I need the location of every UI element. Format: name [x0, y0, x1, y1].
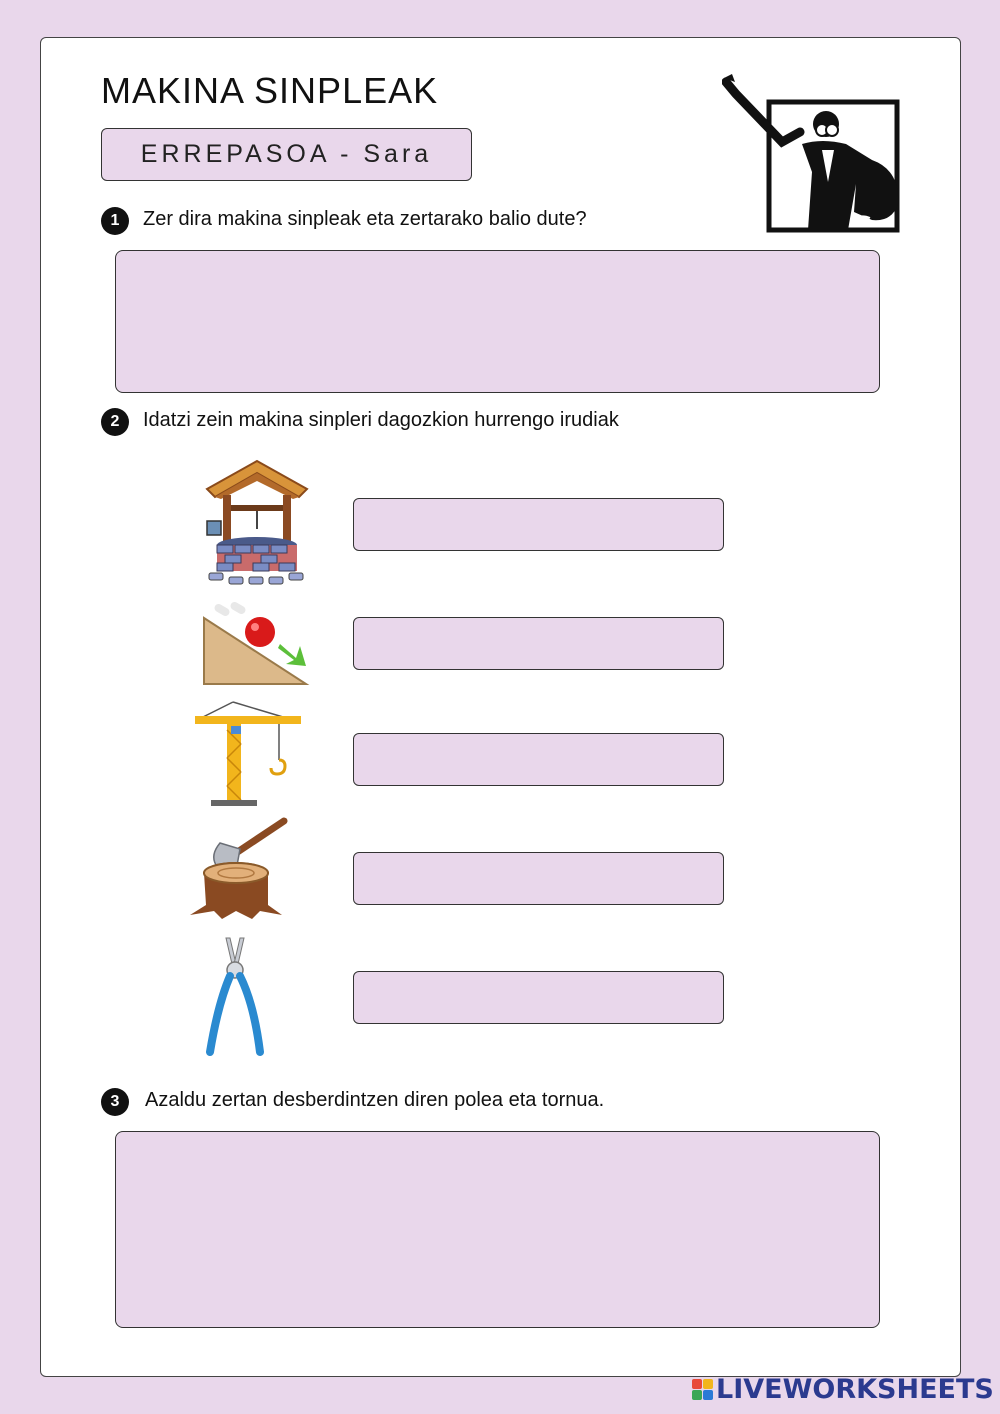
subtitle-text: ERREPASOA - Sara — [140, 140, 433, 168]
question-number-3: 3 — [101, 1088, 129, 1116]
well-icon — [203, 459, 311, 587]
answer-field-pliers[interactable] — [353, 971, 724, 1024]
inclined-plane-icon — [200, 600, 310, 688]
answer-field-well[interactable] — [353, 498, 724, 551]
question-text-3: Azaldu zertan desberdintzen diren polea eta tornua. — [145, 1089, 605, 1111]
answer-box-q3[interactable] — [115, 1131, 880, 1328]
answer-field-crane[interactable] — [353, 733, 724, 786]
question-text-2: Idatzi zein makina sinpleri dagozkion hurrengo irudiak — [143, 409, 619, 431]
page-title: MAKINA SINPLEAK — [101, 70, 439, 111]
answer-field-inclined-plane[interactable] — [353, 617, 724, 670]
question-number-2: 2 — [101, 408, 129, 436]
teacher-pointing-icon — [722, 72, 907, 237]
subtitle-box — [101, 128, 472, 181]
answer-box-q1[interactable] — [115, 250, 880, 393]
question-text-1: Zer dira makina sinpleak eta zertarako balio dute? — [143, 208, 587, 230]
question-number-1: 1 — [101, 207, 129, 235]
crane-icon — [193, 700, 303, 808]
liveworksheets-logo — [692, 1373, 994, 1405]
logo-mark-icon — [692, 1379, 713, 1400]
logo-text: LIVEWORKSHEETS — [716, 1373, 994, 1405]
answer-field-axe[interactable] — [353, 852, 724, 905]
axe-stump-icon — [182, 815, 290, 923]
pliers-icon — [200, 934, 270, 1058]
